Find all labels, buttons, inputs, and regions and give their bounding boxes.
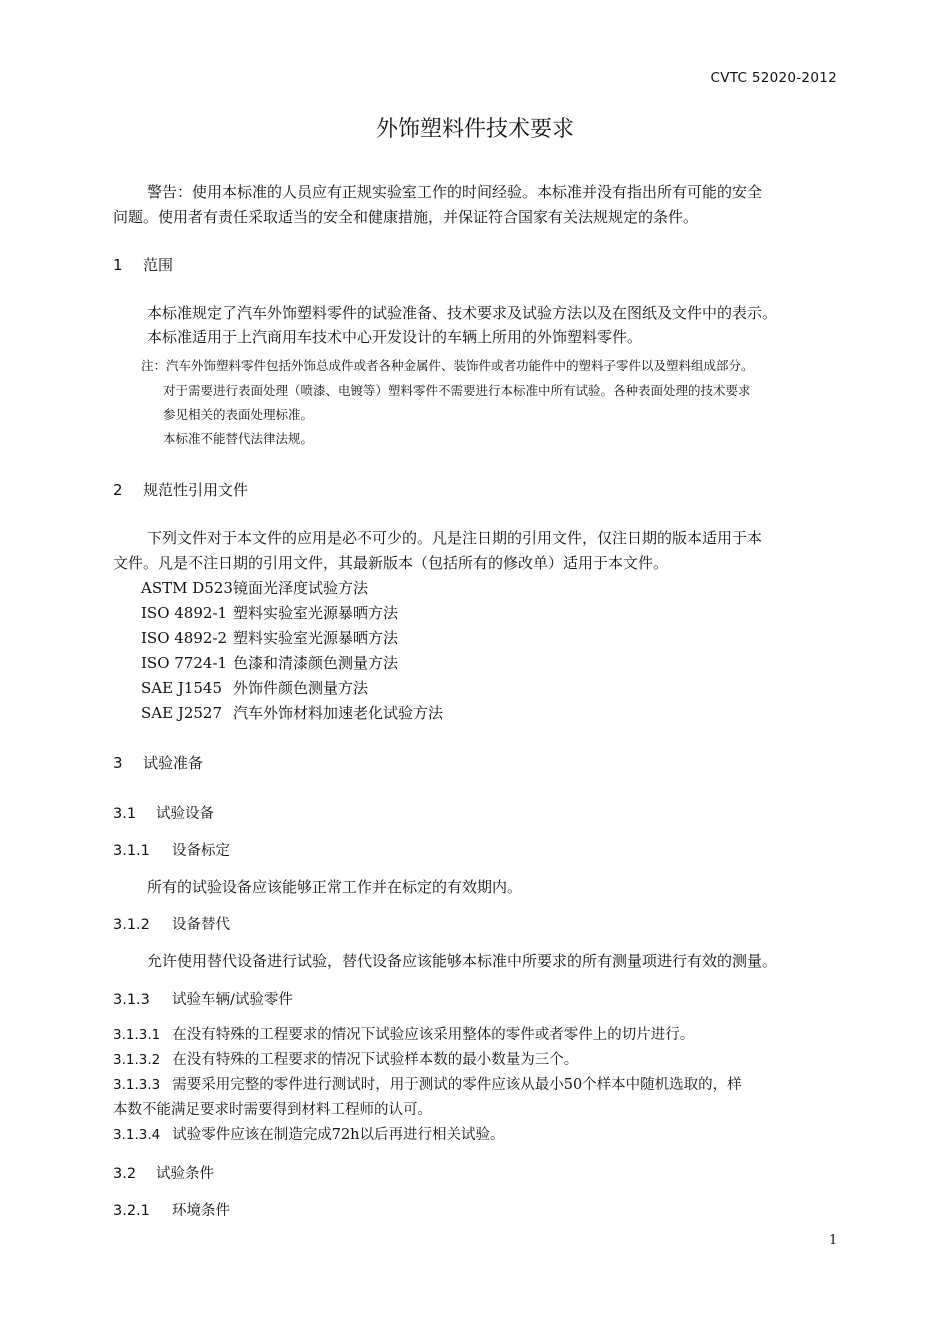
section-number: 1	[113, 256, 123, 274]
scope-note-3: 本标准不能替代法律法规。	[163, 431, 314, 446]
clause-item	[113, 1073, 841, 1097]
reference-code: ISO 4892-2	[141, 629, 228, 647]
section-number: 3	[113, 754, 123, 772]
reference-code: ISO 4892-1	[141, 604, 228, 622]
section-title: 环境条件	[172, 1203, 230, 1219]
scope-paragraph-2: 本标准适用于上汽商用车技术中心开发设计的车辆上所用的外饰塑料零件。	[147, 328, 643, 346]
note-label: 注：	[141, 358, 167, 373]
section-title: 试验设备	[156, 806, 214, 822]
section-title: 范围	[143, 256, 174, 274]
section-number: 3.1.2	[113, 917, 150, 933]
section-3-2-1-heading	[113, 1199, 230, 1220]
reference-item	[141, 577, 368, 598]
section-number: 3.1	[113, 806, 137, 822]
clause-item	[113, 1048, 841, 1072]
reference-item	[141, 702, 443, 723]
reference-title: 外饰件颜色测量方法	[233, 679, 369, 697]
clause-number: 3.1.3.2	[113, 1052, 161, 1068]
section-3-1-heading	[113, 802, 214, 823]
clause-text: 在没有特殊的工程要求的情况下试验应该采用整体的零件或者零件上的切片进行。	[172, 1027, 695, 1043]
reference-code: ASTM D523	[141, 579, 233, 597]
document-title: 外饰塑料件技术要求	[375, 117, 574, 142]
clause-item-continuation: 本数不能满足要求时需要得到材料工程师的认可。	[113, 1102, 432, 1118]
reference-title: 汽车外饰材料加速老化试验方法	[233, 704, 444, 722]
section-title: 试验车辆/试验零件	[172, 992, 293, 1008]
section-2-heading	[113, 479, 248, 500]
section-title: 试验准备	[143, 754, 204, 772]
reference-item	[141, 627, 398, 648]
clause-text: 需要采用完整的零件进行测试时，用于测试的零件应该从最小50个样本中随机选取的，样	[172, 1077, 742, 1093]
section-3-1-1-heading	[113, 839, 230, 860]
reference-title: 塑料实验室光源暴晒方法	[233, 629, 399, 647]
section-number: 3.1.1	[113, 843, 150, 859]
section-title: 规范性引用文件	[143, 481, 249, 499]
clause-text: 在没有特殊的工程要求的情况下试验样本数的最小数量为三个。	[172, 1052, 579, 1068]
scope-note-1	[141, 356, 754, 374]
section-title: 设备替代	[172, 917, 230, 933]
section-number: 2	[113, 481, 123, 499]
section-3-heading	[113, 752, 203, 773]
reference-title: 镜面光泽度试验方法	[233, 579, 369, 597]
section-number: 3.2.1	[113, 1203, 150, 1219]
warning-line-1: 警告：使用本标准的人员应有正规实验室工作的时间经验。本标准并没有指出所有可能的安全	[147, 183, 763, 201]
scope-note-2b: 参见相关的表面处理标准。	[163, 407, 314, 422]
reference-code: ISO 7724-1	[141, 654, 228, 672]
section-title: 设备标定	[172, 843, 230, 859]
section-number: 3.2	[113, 1166, 137, 1182]
clause-number: 3.1.3.1	[113, 1027, 161, 1043]
section-number: 3.1.3	[113, 992, 150, 1008]
warning-paragraph	[113, 180, 841, 230]
section-3-1-2-text: 允许使用替代设备进行试验，替代设备应该能够本标准中所要求的所有测量项进行有效的测量。	[147, 952, 778, 970]
section-3-1-1-text: 所有的试验设备应该能够正常工作并在标定的有效期内。	[147, 878, 523, 896]
reference-code: SAE J1545	[141, 679, 223, 697]
section-3-1-3-heading	[113, 988, 293, 1009]
clause-number: 3.1.3.3	[113, 1077, 161, 1093]
document-number: CVTC 52020-2012	[710, 70, 837, 86]
reference-item	[141, 602, 398, 623]
references-intro-line-1: 下列文件对于本文件的应用是必不可少的。凡是注日期的引用文件，仅注日期的版本适用于本	[147, 529, 763, 547]
section-1-heading	[113, 254, 173, 275]
reference-item	[141, 677, 368, 698]
reference-code: SAE J2527	[141, 704, 223, 722]
references-intro-line-2: 文件。凡是不注日期的引用文件，其最新版本（包括所有的修改单）适用于本文件。	[113, 554, 669, 572]
reference-title: 色漆和清漆颜色测量方法	[233, 654, 399, 672]
clause-item	[113, 1023, 841, 1047]
page-number: 1	[829, 1233, 838, 1248]
scope-note-2a: 对于需要进行表面处理（喷漆、电镀等）塑料零件不需要进行本标准中所有试验。各种表面处理的技术要求	[163, 383, 751, 398]
scope-paragraph-1: 本标准规定了汽车外饰塑料零件的试验准备、技术要求及试验方法以及在图纸及文件中的表示。	[147, 304, 778, 322]
section-title: 试验条件	[156, 1166, 214, 1182]
reference-title: 塑料实验室光源暴晒方法	[233, 604, 399, 622]
section-3-1-2-heading	[113, 913, 230, 934]
clause-item	[113, 1123, 841, 1147]
section-3-2-heading	[113, 1162, 214, 1183]
note-text: 汽车外饰塑料零件包括外饰总成件或者各种金属件、装饰件或者功能件中的塑料子零件以及塑料组成部分。	[166, 358, 754, 373]
clause-number: 3.1.3.4	[113, 1127, 161, 1143]
reference-item	[141, 652, 398, 673]
warning-line-2: 问题。使用者有责任采取适当的安全和健康措施，并保证符合国家有关法规规定的条件。	[113, 208, 699, 226]
clause-text: 试验零件应该在制造完成72h以后再进行相关试验。	[172, 1127, 505, 1143]
